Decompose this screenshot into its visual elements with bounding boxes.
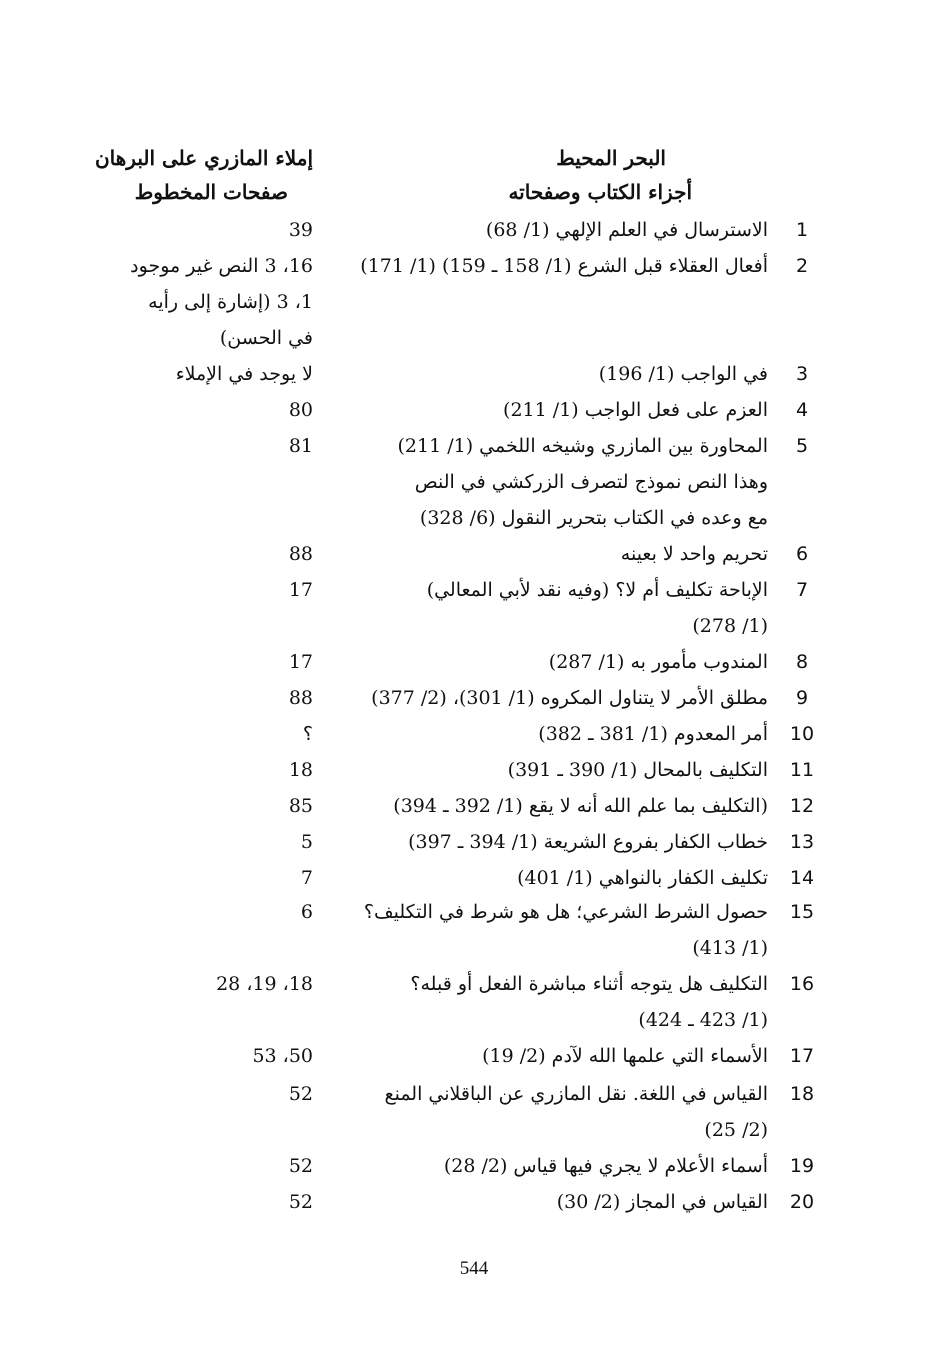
row-number: 14: [789, 867, 815, 889]
table-row: [0, 966, 948, 1031]
manuscript-pages: 81: [288, 435, 313, 457]
manuscript-pages: 5: [300, 831, 313, 853]
topic-text: (التكليف بما علم الله أنه لا يقع (1/ 392 ـ 394): [393, 795, 768, 817]
table-row: [0, 536, 948, 572]
manuscript-pages: 18، 19، 28: [216, 973, 313, 995]
topic-text: حصول الشرط الشرعي؛ هل هو شرط في التكليف؟: [363, 901, 768, 923]
manuscript-pages: 17: [288, 651, 313, 673]
row-number: 1: [795, 219, 809, 241]
table-row: [0, 788, 948, 824]
row-number: 3: [795, 363, 809, 385]
topic-continuation: (1/ 423 ـ 424): [638, 1009, 768, 1031]
table-row: [0, 1038, 948, 1074]
table-row: [0, 356, 948, 392]
row-number: 9: [795, 687, 809, 709]
row-number: 15: [789, 901, 815, 923]
manuscript-pages: 16، 3 النص غير موجود: [130, 255, 313, 277]
topic-text: الأسماء التي علمها الله لآدم (2/ 19): [482, 1045, 768, 1067]
topic-continuation: (1/ 413): [692, 937, 768, 959]
topic-text: المحاورة بين المازري وشيخه اللخمي (1/ 211): [397, 435, 768, 457]
table-row: [0, 572, 948, 637]
topic-text: الإباحة تكليف أم لا؟ (وفيه نقد لأبي المعالي): [426, 579, 768, 601]
topic-text: في الواجب (1/ 196): [598, 363, 768, 385]
table-row: [0, 824, 948, 860]
table-row: [0, 644, 948, 680]
topic-continuation: وهذا النص نموذج لتصرف الزركشي في النص: [414, 471, 768, 493]
row-number: 7: [795, 579, 809, 601]
topic-text: خطاب الكفار بفروع الشريعة (1/ 394 ـ 397): [408, 831, 768, 853]
topic-continuation: مع وعده في الكتاب بتحرير النقول (6/ 328): [419, 507, 768, 529]
manuscript-pages: لا يوجد في الإملاء: [175, 363, 313, 385]
topic-text: أمر المعدوم (1/ 381 ـ 382): [538, 723, 768, 745]
right-column-title: البحر المحيط: [556, 146, 666, 170]
row-number: 8: [795, 651, 809, 673]
manuscript-pages: 17: [288, 579, 313, 601]
table-row: [0, 1184, 948, 1220]
row-number: 12: [789, 795, 815, 817]
manuscript-pages: 85: [288, 795, 313, 817]
topic-text: التكليف هل يتوجه أثناء مباشرة الفعل أو قبله؟: [410, 973, 768, 995]
table-row: [0, 1076, 948, 1141]
manuscript-pages: 39: [288, 219, 313, 241]
right-column-subtitle: أجزاء الكتاب وصفحاته: [508, 180, 692, 204]
row-number: 5: [795, 435, 809, 457]
row-number: 11: [789, 759, 815, 781]
manuscript-pages-continuation: في الحسن): [219, 327, 313, 349]
table-row: [0, 680, 948, 716]
table-row: [0, 1148, 948, 1184]
manuscript-pages: 52: [288, 1155, 313, 1177]
manuscript-pages-continuation: 1، 3 (إشارة إلى رأيه: [148, 291, 313, 313]
table-row: [0, 860, 948, 896]
page-number: 544: [459, 1258, 489, 1279]
topic-text: التكليف بالمحال (1/ 390 ـ 391): [507, 759, 768, 781]
table-row: [0, 716, 948, 752]
manuscript-pages: 52: [288, 1083, 313, 1105]
table-row: [0, 752, 948, 788]
topic-text: القياس في اللغة. نقل المازري عن الباقلاني المنع: [384, 1083, 768, 1105]
topic-text: مطلق الأمر لا يتناول المكروه (1/ 301)، (2/ 377): [371, 687, 768, 709]
topic-text: أسماء الأعلام لا يجري فيها قياس (2/ 28): [443, 1155, 768, 1177]
topic-text: أفعال العقلاء قبل الشرع (1/ 158 ـ 159) (1/ 171): [360, 255, 768, 277]
row-number: 6: [795, 543, 809, 565]
row-number: 18: [789, 1083, 815, 1105]
row-number: 10: [789, 723, 815, 745]
manuscript-pages: ؟: [302, 723, 313, 745]
row-number: 20: [789, 1191, 815, 1213]
manuscript-pages: 6: [300, 901, 313, 923]
topic-text: تكليف الكفار بالنواهي (1/ 401): [517, 867, 768, 889]
topic-text: الاسترسال في العلم الإلهي (1/ 68): [485, 219, 768, 241]
table-row: [0, 248, 948, 349]
table-row: [0, 894, 948, 959]
row-number: 13: [789, 831, 815, 853]
manuscript-pages: 18: [288, 759, 313, 781]
topic-text: القياس في المجاز (2/ 30): [556, 1191, 768, 1213]
manuscript-pages: 7: [300, 867, 313, 889]
topic-continuation: (1/ 278): [692, 615, 768, 637]
topic-text: العزم على فعل الواجب (1/ 211): [503, 399, 768, 421]
left-column-subtitle: صفحات المخطوط: [134, 180, 288, 204]
topic-text: تحريم واحد لا بعينه: [620, 543, 768, 565]
row-number: 2: [795, 255, 809, 277]
manuscript-pages: 88: [288, 687, 313, 709]
table-row: [0, 212, 948, 248]
table-row: [0, 428, 948, 529]
table-row: [0, 392, 948, 428]
left-column-title: إملاء المازري على البرهان: [94, 146, 313, 170]
manuscript-pages: 50، 53: [252, 1045, 313, 1067]
manuscript-pages: 88: [288, 543, 313, 565]
topic-text: المندوب مأمور به (1/ 287): [548, 651, 768, 673]
row-number: 16: [789, 973, 815, 995]
topic-continuation: (2/ 25): [704, 1119, 768, 1141]
row-number: 17: [789, 1045, 815, 1067]
manuscript-pages: 52: [288, 1191, 313, 1213]
row-number: 19: [789, 1155, 815, 1177]
row-number: 4: [795, 399, 809, 421]
manuscript-pages: 80: [288, 399, 313, 421]
